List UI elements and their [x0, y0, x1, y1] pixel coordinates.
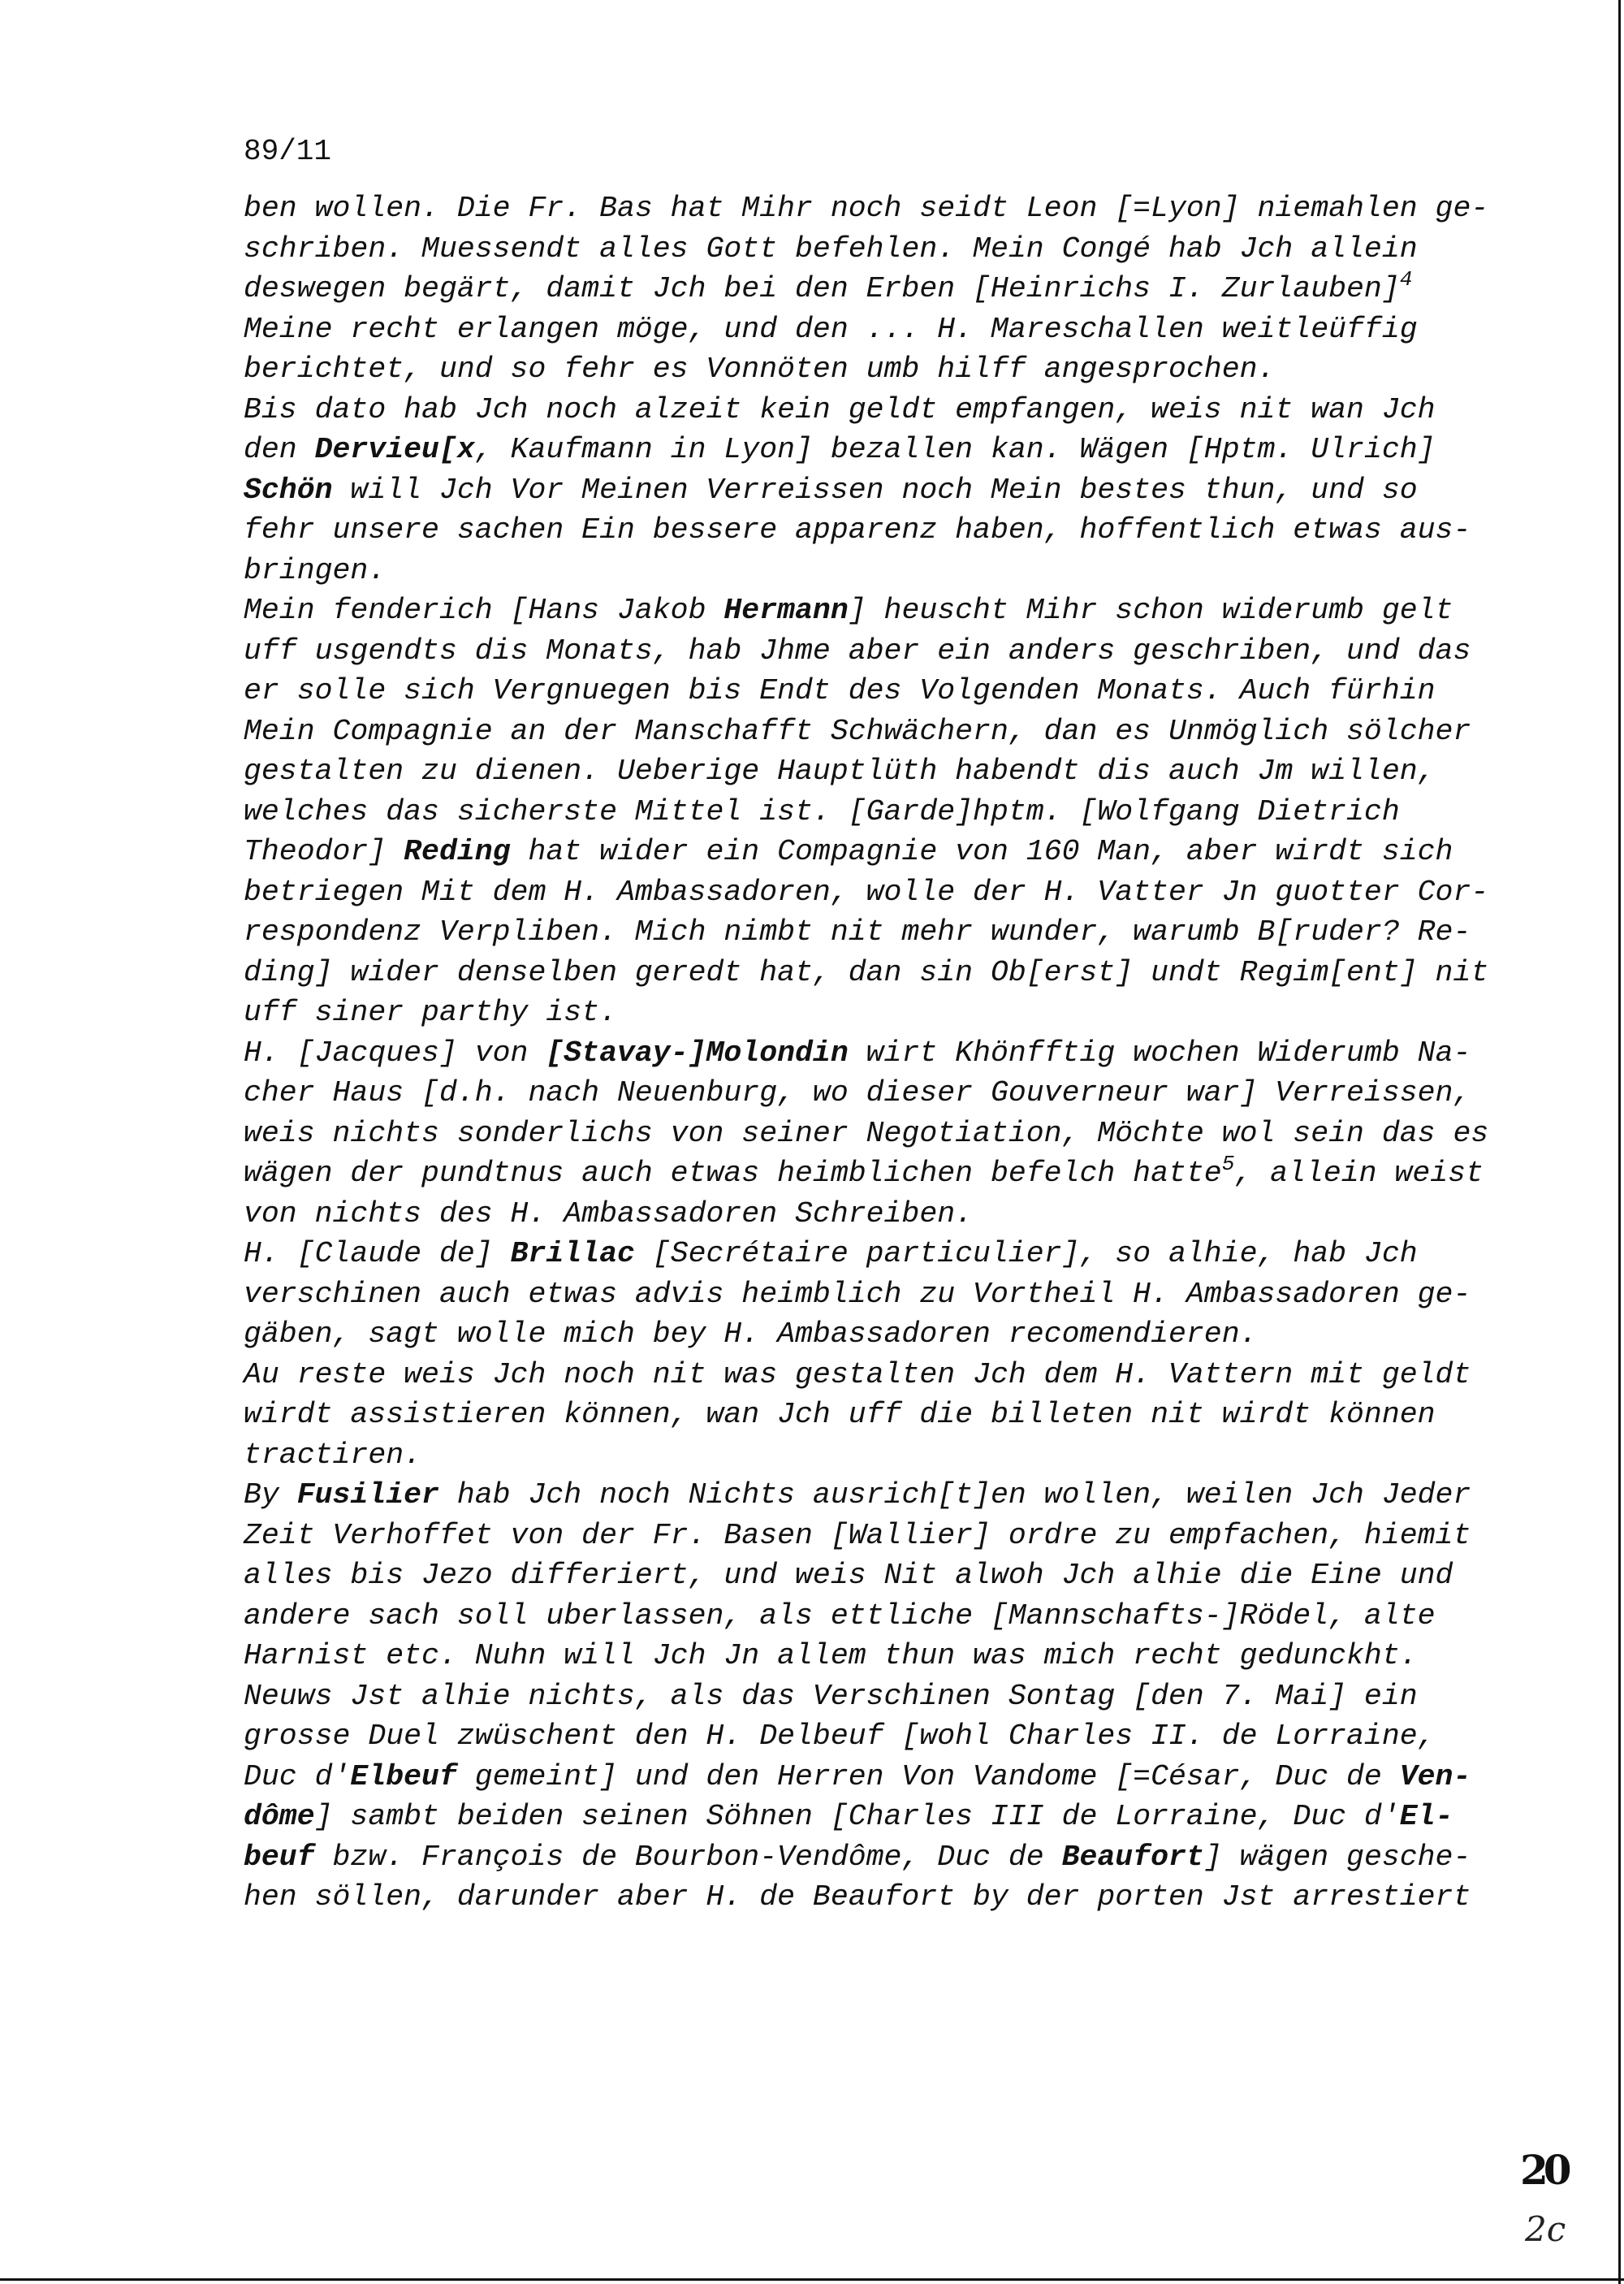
text-segment: ] sambt beiden seinen Söhnen [Charles III de Lorraine, Duc d': [314, 1800, 1400, 1833]
text-segment: welches das sicherste Mittel ist. [Garde]hptm. [Wolfgang Dietrich: [244, 794, 1400, 828]
text-line: [244, 1194, 1488, 1235]
text-segment: grosse Duel zwüschent den H. Delbeuf [wohl Charles II. de Lorraine,: [244, 1719, 1436, 1753]
text-segment: deswegen begärt, damit Jch bei den Erben [Heinrichs I. Zurlauben]: [244, 272, 1400, 305]
text-segment: H. [Jacques] von: [244, 1036, 546, 1070]
text-line: [244, 953, 1488, 993]
text-line: [244, 1314, 1488, 1355]
text-segment: Mein fenderich [Hans Jakob: [244, 594, 724, 627]
text-segment: gemeint] und den Herren Von Vandome [=César, Duc de: [456, 1759, 1400, 1793]
text-segment: Zeit Verhoffet von der Fr. Basen [Wallier] ordre zu empfachen, hiemit: [244, 1518, 1471, 1552]
text-line: [244, 1636, 1488, 1676]
bold-name: Schön: [244, 473, 333, 507]
text-line: [244, 872, 1488, 913]
text-segment: berichtet, und so fehr es Vonnöten umb hilff angesprochen.: [244, 353, 1276, 386]
text-line: [244, 1797, 1488, 1837]
text-segment: andere sach soll uberlassen, als ettliche [Mannschafts-]Rödel, alte: [244, 1598, 1436, 1633]
text-line: [244, 1073, 1488, 1114]
text-segment: alles bis Jezo differiert, und weis Nit alwoh Jch alhie die Eine und: [244, 1559, 1453, 1592]
text-segment: Duc d': [244, 1759, 351, 1793]
text-line: [244, 470, 1488, 511]
text-line: [244, 390, 1488, 430]
bold-name: Reding: [404, 835, 511, 868]
bold-name: Hermann: [723, 594, 849, 627]
text-segment: bzw. François de Bourbon-Vendôme, Duc de: [314, 1840, 1062, 1874]
text-segment: hen söllen, darunder aber H. de Beaufort by der porten Jst arrestiert: [244, 1880, 1471, 1914]
text-line: [244, 1516, 1488, 1556]
text-segment: hab Jch noch Nichts ausrich[t]en wollen, weilen Jch Jeder: [438, 1478, 1471, 1512]
bold-name: Dervieu[x: [314, 433, 475, 466]
text-segment: Au reste weis Jch noch nit was gestalten Jch dem H. Vattern mit geldt: [244, 1357, 1471, 1391]
text-segment: wirt Khönfftig wochen Widerumb Na-: [848, 1036, 1471, 1070]
text-line: [244, 1114, 1488, 1154]
text-line: [244, 751, 1488, 792]
text-segment: weis nichts sonderlichs von seiner Negotiation, Möchte wol sein das es: [244, 1116, 1489, 1150]
page-reference: 89/11: [244, 135, 332, 168]
text-segment: gestalten zu dienen. Ueberige Hauptlüth habendt dis auch Jm willen,: [244, 755, 1436, 788]
bold-name: El-: [1399, 1800, 1453, 1833]
text-line: [244, 1837, 1488, 1878]
text-segment: verschinen auch etwas advis heimblich zu Vortheil H. Ambassadoren ge-: [244, 1277, 1471, 1311]
footnote-marker: 5: [1221, 1152, 1235, 1176]
text-line: [244, 832, 1488, 872]
text-line: [244, 1676, 1488, 1717]
text-line: [244, 1234, 1488, 1274]
text-line: [244, 792, 1488, 833]
text-segment: hat wider ein Compagnie von 160 Man, aber wirdt sich: [510, 835, 1453, 868]
handwritten-folio-mark: 2c: [1525, 2209, 1566, 2249]
text-segment: fehr unsere sachen Ein bessere apparenz haben, hoffentlich etwas aus-: [244, 513, 1471, 547]
bold-name: Ven-: [1399, 1759, 1471, 1793]
text-segment: den: [244, 433, 315, 466]
text-line: [244, 188, 1488, 229]
text-segment: cher Haus [d.h. nach Neuenburg, wo dieser Gouverneur war] Verreissen,: [244, 1076, 1471, 1110]
text-line: [244, 309, 1488, 350]
text-segment: Neuws Jst alhie nichts, als das Verschinen Sontag [den 7. Mai] ein: [244, 1679, 1418, 1713]
bold-name: Beaufort: [1061, 1840, 1204, 1874]
text-line: [244, 1877, 1488, 1918]
text-segment: will Jch Vor Meinen Verreissen noch Mein bestes thun, und so: [332, 473, 1418, 507]
text-segment: [Secrétaire particulier], so alhie, hab Jch: [634, 1237, 1418, 1270]
text-segment: respondenz Verpliben. Mich nimbt nit mehr wunder, warumb B[ruder? Re-: [244, 915, 1471, 949]
text-segment: gäben, sagt wolle mich bey H. Ambassadoren recomendieren.: [244, 1317, 1258, 1351]
text-line: [244, 430, 1488, 470]
footnote-marker: 4: [1399, 267, 1413, 292]
text-line: [244, 1475, 1488, 1516]
text-segment: bringen.: [244, 553, 387, 587]
text-line: [244, 1596, 1488, 1637]
transcription-body: [244, 188, 1488, 1918]
text-line: [244, 510, 1488, 551]
text-line: [244, 1153, 1488, 1194]
folio-number: 20: [1520, 2146, 1567, 2194]
bold-name: Fusilier: [296, 1478, 439, 1512]
text-segment: By: [244, 1478, 297, 1512]
text-line: [244, 631, 1488, 672]
text-line: [244, 1355, 1488, 1395]
text-line: [244, 912, 1488, 953]
text-segment: betriegen Mit dem H. Ambassadoren, wolle der H. Vatter Jn guotter Cor-: [244, 875, 1489, 909]
text-line: [244, 1716, 1488, 1757]
scan-edge-right: [1618, 0, 1621, 2284]
text-segment: ] wägen gesche-: [1203, 1840, 1471, 1874]
text-segment: Meine recht erlangen möge, und den ... H. Mareschallen weitleüffig: [244, 312, 1418, 346]
text-segment: schriben. Muessendt alles Gott befehlen. Mein Congé hab Jch allein: [244, 231, 1418, 266]
text-segment: ding] wider denselben geredt hat, dan sin Ob[erst] undt Regim[ent] nit: [244, 955, 1489, 989]
bold-name: Elbeuf: [350, 1759, 457, 1793]
bold-name: dôme: [244, 1800, 315, 1833]
text-line: [244, 671, 1488, 712]
text-segment: , allein weist: [1234, 1157, 1484, 1190]
text-line: [244, 1435, 1488, 1476]
text-line: [244, 1555, 1488, 1596]
text-segment: H. [Claude de]: [244, 1237, 511, 1270]
text-line: [244, 269, 1488, 309]
text-segment: uff siner parthy ist.: [244, 996, 617, 1029]
text-segment: ] heuscht Mihr schon widerumb gelt: [848, 594, 1453, 627]
text-segment: ben wollen. Die Fr. Bas hat Mihr noch seidt Leon [=Lyon] niemahlen ge-: [244, 192, 1489, 225]
text-line: [244, 1757, 1488, 1797]
bold-name: Brillac: [510, 1237, 635, 1270]
text-line: [244, 1395, 1488, 1435]
text-line: [244, 349, 1488, 390]
text-segment: , Kaufmann in Lyon] bezallen kan. Wägen [Hptm. Ulrich]: [474, 433, 1436, 466]
text-segment: Mein Compagnie an der Manschafft Schwächern, dan es Unmöglich sölcher: [244, 714, 1471, 748]
bold-name: beuf: [244, 1840, 315, 1874]
text-segment: uff usgendts dis Monats, hab Jhme aber ein anders geschriben, und das: [244, 634, 1471, 668]
text-segment: wägen der pundtnus auch etwas heimblichen befelch hatte: [244, 1157, 1222, 1190]
text-line: [244, 993, 1488, 1033]
text-line: [244, 1033, 1488, 1074]
text-line: [244, 229, 1488, 270]
text-line: [244, 590, 1488, 631]
text-segment: Theodor]: [244, 835, 404, 868]
bold-name: [Stavay-]Molondin: [546, 1036, 849, 1070]
text-segment: er solle sich Vergnuegen bis Endt des Volgenden Monats. Auch fürhin: [244, 674, 1436, 707]
text-segment: Harnist etc. Nuhn will Jch Jn allem thun was mich recht gedunckht.: [244, 1639, 1418, 1672]
text-segment: Bis dato hab Jch noch alzeit kein geldt empfangen, weis nit wan Jch: [244, 392, 1436, 426]
text-line: [244, 551, 1488, 591]
text-line: [244, 1274, 1488, 1315]
scan-edge-bottom: [0, 2278, 1624, 2281]
text-line: [244, 712, 1488, 752]
text-segment: wirdt assistieren können, wan Jch uff die billeten nit wirdt können: [244, 1398, 1436, 1431]
text-segment: tractiren.: [244, 1438, 422, 1472]
text-segment: von nichts des H. Ambassadoren Schreiben.: [244, 1196, 974, 1231]
